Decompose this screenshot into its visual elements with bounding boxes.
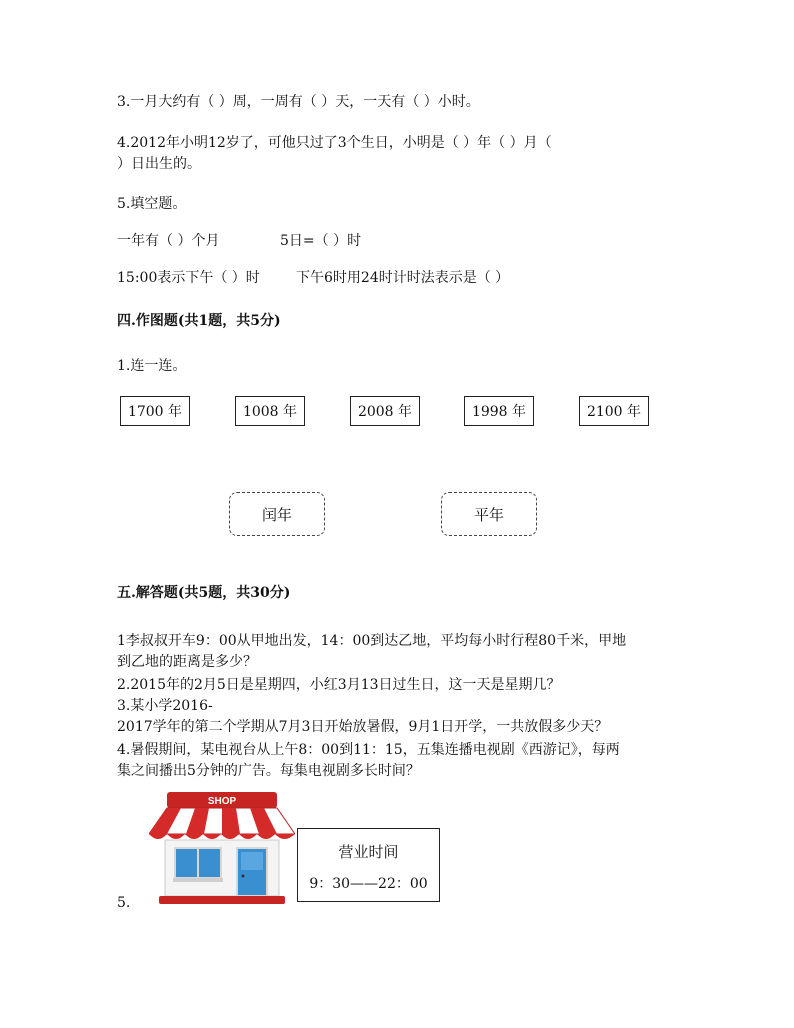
question-3: 3.一月大约有（ ）周，一周有（ ）天，一天有（ ）小时。 bbox=[117, 94, 480, 110]
business-hours-title: 营业时间 bbox=[338, 843, 399, 861]
section-5-question-1-line-1: 1李叔叔开车9：00从甲地出发，14：00到达乙地，平均每小时行程80千米，甲地 bbox=[117, 633, 627, 649]
year-box[interactable]: 1008 年 bbox=[235, 396, 305, 426]
section-5-heading: 五.解答题(共5题，共30分) bbox=[117, 585, 291, 601]
section-4-question-1: 1.连一连。 bbox=[117, 358, 187, 374]
section-5-question-3-line-2: 2017学年的第二个学期从7月3日开始放暑假，9月1日开学，一共放假多少天？ bbox=[117, 719, 609, 735]
question-5-title: 5.填空题。 bbox=[117, 196, 187, 212]
section-5-question-2: 2.2015年的2月5日是星期四，小红3月13日过生日，这一天是星期几？ bbox=[117, 677, 561, 693]
shop-illustration bbox=[149, 790, 295, 906]
year-box[interactable]: 2008 年 bbox=[350, 396, 420, 426]
business-hours-range: 9：30——22：00 bbox=[309, 876, 428, 892]
year-box[interactable]: 1998 年 bbox=[464, 396, 534, 426]
question-5-months: 一年有（ ）个月 bbox=[117, 233, 220, 249]
year-box[interactable]: 2100 年 bbox=[579, 396, 649, 426]
section-5-question-4-line-2: 集之间播出5分钟的广告。每集电视剧多长时间？ bbox=[117, 763, 420, 779]
question-4-line-1: 4.2012年小明12岁了，可他只过了3个生日，小明是（ ）年（ ）月（ bbox=[117, 135, 552, 151]
question-4-line-2: ）日出生的。 bbox=[117, 156, 201, 172]
section-5-question-3-line-1: 3.某小学2016- bbox=[117, 698, 213, 714]
leap-year-box[interactable]: 闰年 bbox=[229, 492, 325, 536]
section-5-question-1-line-2: 到乙地的距离是多少？ bbox=[117, 654, 257, 670]
section-5-question-4-line-1: 4.暑假期间，某电视台从上午8：00到11：15，五集连播电视剧《西游记》，每两 bbox=[117, 742, 620, 758]
question-5-afternoon: 15:00表示下午（ ）时 bbox=[117, 270, 260, 286]
year-box[interactable]: 1700 年 bbox=[120, 396, 190, 426]
question-5-24h: 下午6时用24时计时法表示是（ ） bbox=[296, 270, 510, 286]
section-4-heading: 四.作图题(共1题，共5分) bbox=[117, 313, 281, 329]
common-year-box[interactable]: 平年 bbox=[441, 492, 537, 536]
question-5-days-to-hours: 5日=（ ）时 bbox=[280, 233, 362, 249]
section-5-question-5-number: 5. bbox=[117, 895, 131, 911]
business-hours-box bbox=[297, 828, 440, 902]
shop-sign-text: SHOP bbox=[207, 796, 237, 807]
